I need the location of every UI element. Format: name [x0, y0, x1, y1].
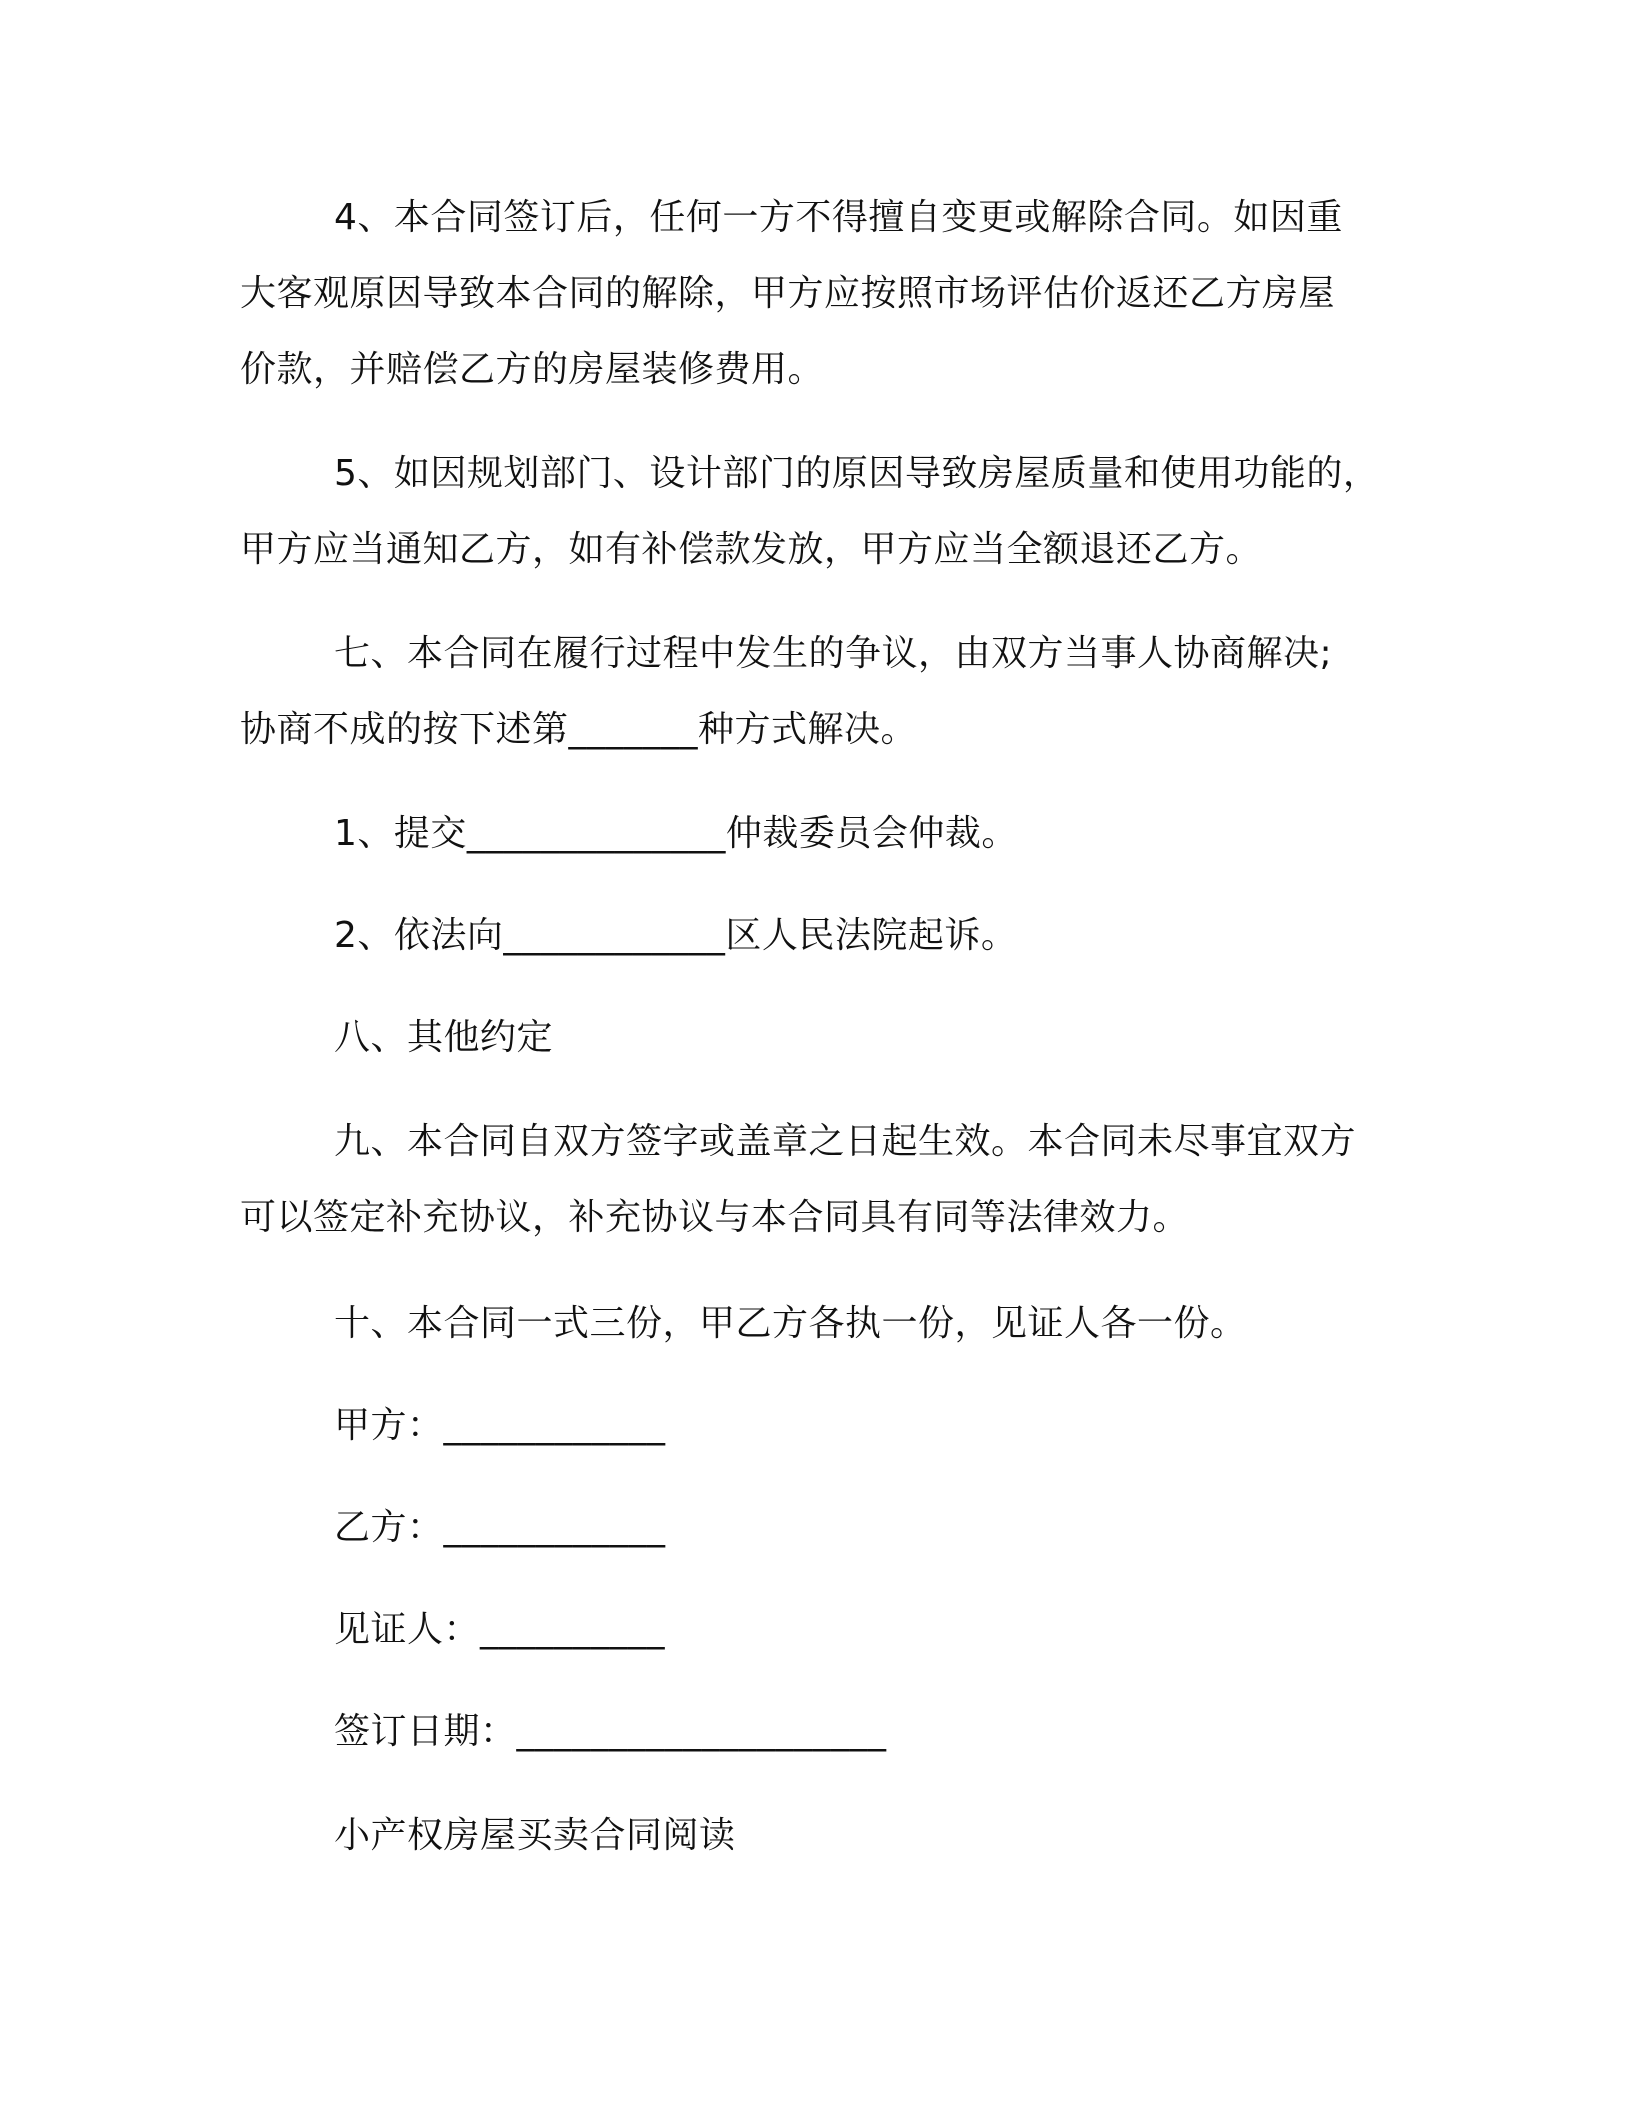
dispute-option-court: 2、依法向____________区人民法院起诉。	[334, 915, 1018, 956]
clause-7-line-2: 协商不成的按下述第_______种方式解决。	[240, 709, 918, 750]
footer-title: 小产权房屋买卖合同阅读	[334, 1815, 736, 1856]
clause-5-line-2: 甲方应当通知乙方，如有补偿款发放，甲方应当全额退还乙方。	[240, 529, 1263, 570]
party-a-signature-line: 甲方：____________	[334, 1405, 666, 1446]
signing-date-line: 签订日期：____________________	[334, 1711, 887, 1752]
witness-signature-line: 见证人：__________	[334, 1609, 666, 1650]
clause-4-line-1: 4、本合同签订后，任何一方不得擅自变更或解除合同。如因重	[334, 197, 1343, 238]
clause-9-line-1: 九、本合同自双方签字或盖章之日起生效。本合同未尽事宜双方	[334, 1121, 1357, 1162]
dispute-option-arbitration: 1、提交______________仲裁委员会仲裁。	[334, 813, 1018, 854]
clause-7-line-1: 七、本合同在履行过程中发生的争议，由双方当事人协商解决;	[334, 633, 1333, 674]
clause-8-heading: 八、其他约定	[334, 1017, 554, 1058]
clause-5-line-1: 5、如因规划部门、设计部门的原因导致房屋质量和使用功能的，	[334, 453, 1380, 494]
clause-4-line-2: 大客观原因导致本合同的解除，甲方应按照市场评估价返还乙方房屋	[240, 273, 1336, 314]
party-b-signature-line: 乙方：____________	[334, 1507, 666, 1548]
clause-10: 十、本合同一式三份，甲乙方各执一份，见证人各一份。	[334, 1303, 1247, 1344]
clause-4-line-3: 价款，并赔偿乙方的房屋装修费用。	[240, 349, 825, 390]
clause-9-line-2: 可以签定补充协议，补充协议与本合同具有同等法律效力。	[240, 1197, 1190, 1238]
